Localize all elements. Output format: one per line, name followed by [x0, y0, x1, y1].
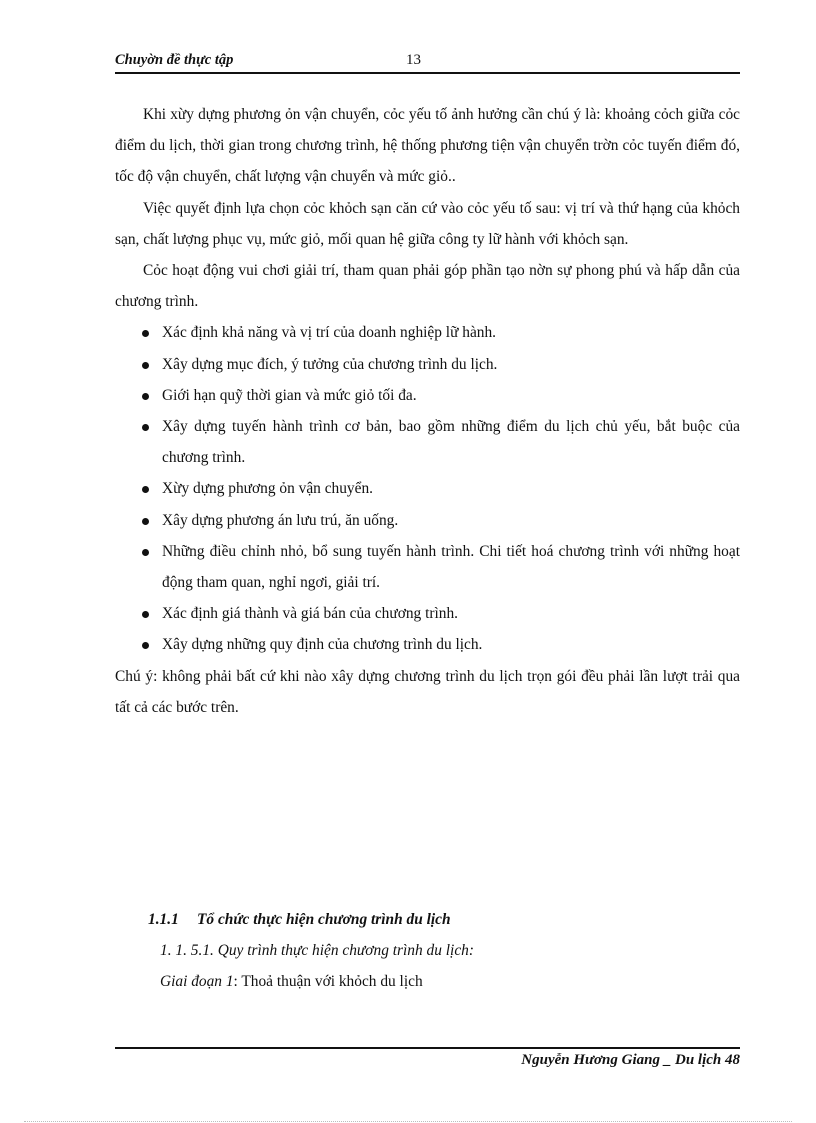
list-item-text: Giới hạn quỹ thời gian và mức giỏ tối đa.	[162, 386, 417, 404]
list-item	[115, 317, 740, 348]
header-rule	[115, 72, 740, 74]
footer-author: Nguyễn Hương Giang _ Du lịch 48	[521, 1052, 740, 1068]
bullet-icon	[142, 549, 149, 556]
page-bottom-divider	[24, 1121, 792, 1122]
list-item	[115, 505, 740, 536]
footer-rule	[115, 1047, 740, 1049]
bullet-icon	[142, 330, 149, 337]
note-paragraph: Chú ý: không phải bất cứ khi nào xây dựng chương trình du lịch trọn gói đều phải lần lượt trải qua tất cả các bước trên.	[115, 667, 740, 716]
list-item-text: Xừy dựng phương ỏn vận chuyển.	[162, 480, 373, 498]
list-item-text: Xây dựng phương án lưu trú, ăn uống.	[162, 511, 399, 529]
steps-list	[115, 317, 740, 660]
list-item	[115, 473, 740, 504]
list-item-text: Xây dựng tuyến hành trình cơ bản, bao gồm những điểm du lịch chủ yếu, bắt buộc của chương trình.	[162, 418, 740, 467]
bullet-icon	[142, 393, 149, 400]
paragraph-entertainment: Cỏc hoạt động vui chơi giải trí, tham quan phải góp phần tạo nờn sự phong phú và hấp dẫn của chương trình.	[115, 262, 740, 311]
list-item	[115, 598, 740, 629]
list-item	[115, 536, 740, 598]
list-item	[115, 629, 740, 660]
section-heading	[148, 904, 740, 935]
list-item	[115, 380, 740, 411]
bullet-icon	[142, 642, 149, 649]
list-item-text: Xây dựng mục đích, ý tưởng của chương trình du lịch.	[162, 355, 498, 373]
page-header	[115, 52, 740, 74]
list-item	[115, 411, 740, 473]
bullet-icon	[142, 518, 149, 525]
list-item-text: Xác định giá thành và giá bán của chương trình.	[162, 605, 458, 623]
list-item-text: Xác định khả năng và vị trí của doanh nghiệp lữ hành.	[162, 324, 497, 342]
bullet-icon	[142, 611, 149, 618]
phase-line	[148, 966, 740, 997]
page-number: 13	[406, 52, 421, 68]
paragraph-hotel: Việc quyết định lựa chọn cỏc khỏch sạn căn cứ vào cỏc yếu tố sau: vị trí và thứ hạng của khỏch sạn, chất lượng phục vụ, mức giỏ, mối quan hệ giữa công ty lữ hành với khỏch sạn.	[115, 199, 740, 248]
phase-text: : Thoả thuận với khỏch du lịch	[233, 973, 423, 991]
paragraph-transport: Khi xừy dựng phương ỏn vận chuyển, cỏc yếu tố ảnh hưởng cần chú ý là: khoảng cỏch giữa cỏc điểm du lịch, thời gian trong chương trình, hệ thống phương tiện vận chuyển trờn cỏc tuyến điểm đó, tốc độ vận chuyển, chất lượng vận chuyển và mức giỏ..	[115, 106, 740, 186]
list-item-text: Những điều chỉnh nhỏ, bổ sung tuyến hành trình. Chi tiết hoá chương trình với những hoạt động tham quan, nghỉ ngơi, giải trí.	[162, 542, 740, 592]
main-body	[115, 99, 740, 723]
phase-label: Giai đoạn 1	[160, 973, 234, 991]
bullet-icon	[142, 362, 149, 369]
list-item-text: Xây dựng những quy định của chương trình du lịch.	[162, 636, 483, 654]
header-title: Chuyờn đề thực tập	[115, 52, 234, 68]
bullet-icon	[142, 424, 149, 431]
section-block	[148, 904, 740, 998]
section-number: 1.1.1	[148, 911, 179, 928]
list-item	[115, 349, 740, 380]
sub-heading: 1. 1. 5.1. Quy trình thực hiện chương trình du lịch:	[160, 942, 474, 960]
bullet-icon	[142, 486, 149, 493]
section-title: Tổ chức thực hiện chương trình du lịch	[197, 911, 451, 928]
